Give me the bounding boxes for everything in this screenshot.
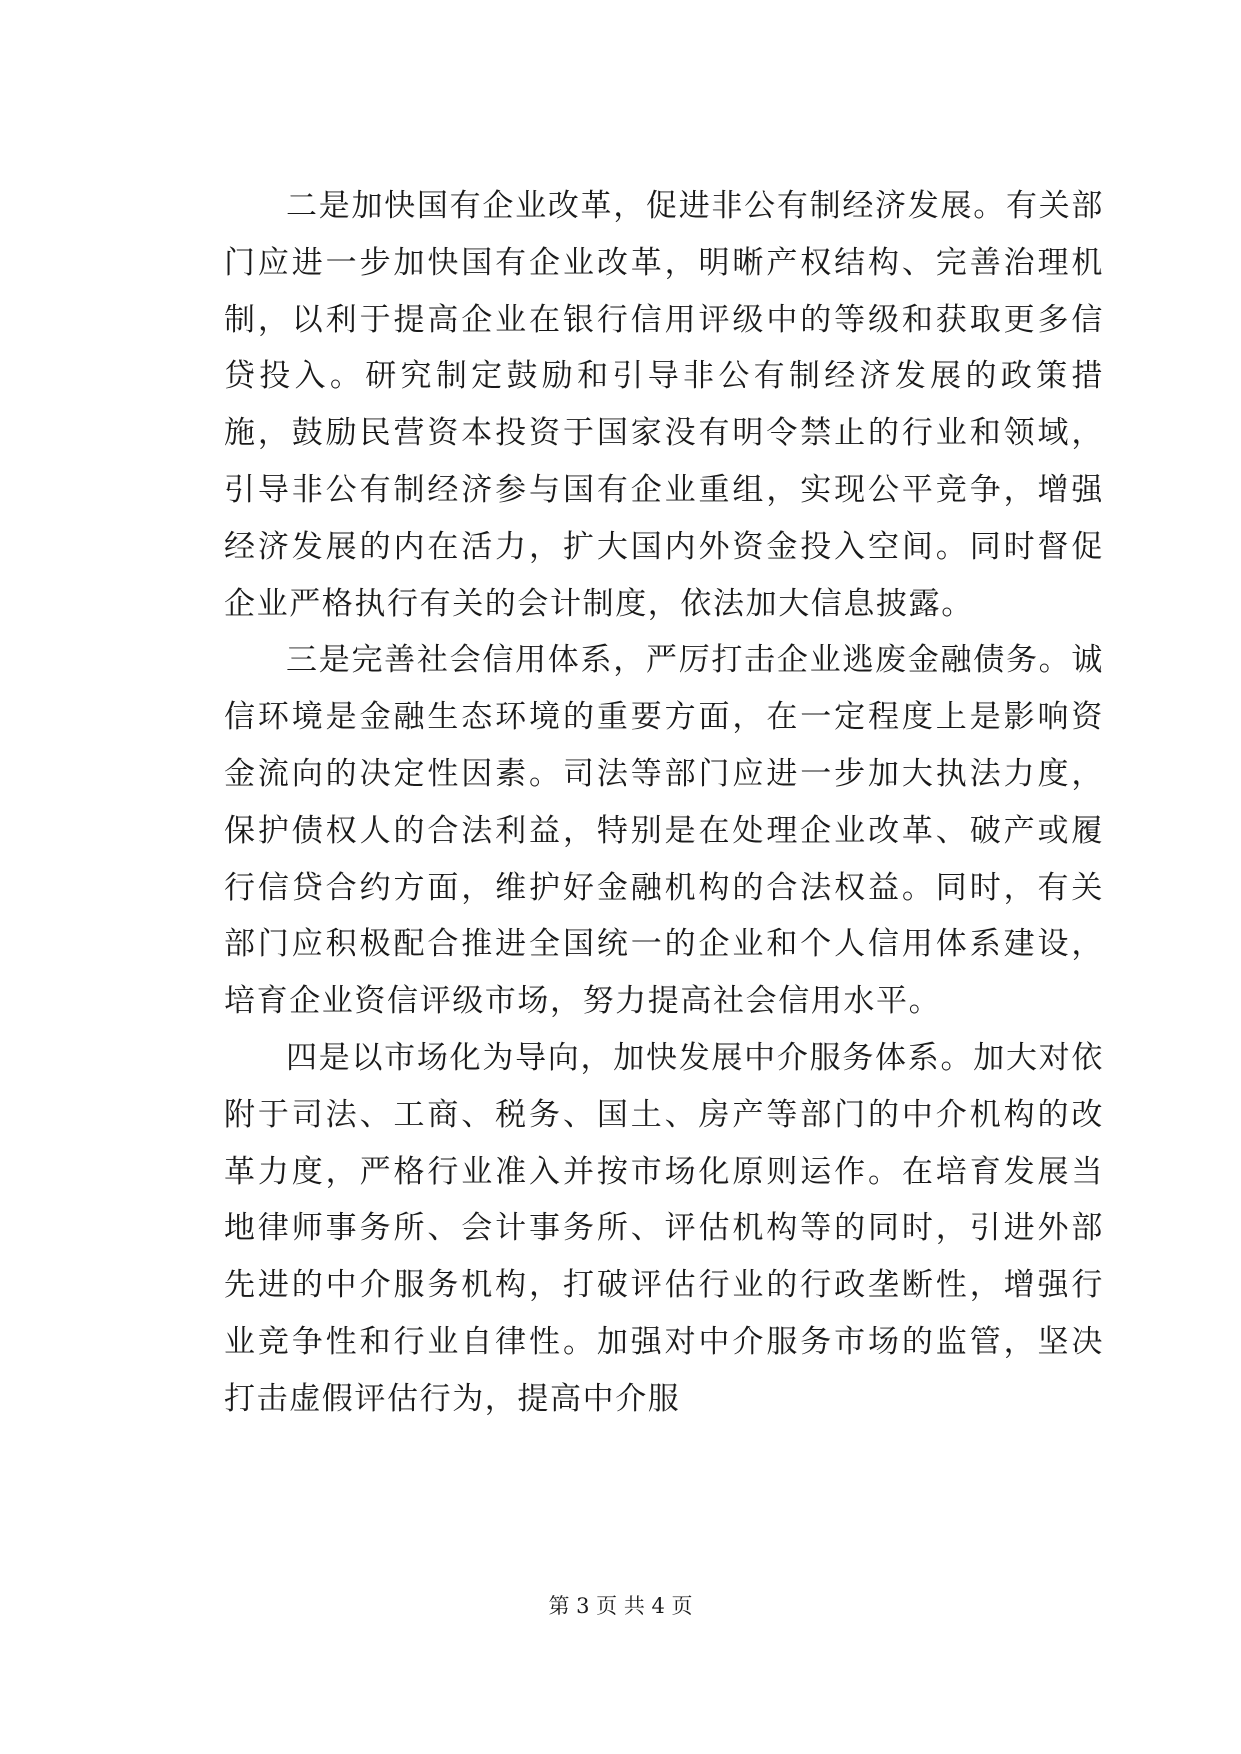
paragraph-2: 二是加快国有企业改革，促进非公有制经济发展。有关部门应进一步加快国有企业改革，明晰产权结构、完善治理机制，以利于提高企业在银行信用评级中的等级和获取更多信贷投入。研究制定鼓励和引导非公有制经济发展的政策措施，鼓励民营资本投资于国家没有明令禁止的行业和领域，引导非公有制经济参与国有企业重组，实现公平竞争，增强经济发展的内在活力，扩大国内外资金投入空间。同时督促企业严格执行有关的会计制度，依法加大信息披露。 — [224, 188, 1104, 622]
page-footer: 第 3 页 共 4 页 — [548, 1594, 693, 1618]
paragraph-3: 三是完善社会信用体系，严厉打击企业逃废金融债务。诚信环境是金融生态环境的重要方面，在一定程度上是影响资金流向的决定性因素。司法等部门应进一步加大执法力度，保护债权人的合法利益，特别是在处理企业改革、破产或履行信贷合约方面，维护好金融机构的合法权益。同时，有关部门应积极配合推进全国统一的企业和个人信用体系建设，培育企业资信评级市场，努力提高社会信用水平。 — [224, 642, 1104, 1020]
document-body — [224, 178, 1104, 1428]
paragraph-4: 四是以市场化为导向，加快发展中介服务体系。加大对依附于司法、工商、税务、国土、房产等部门的中介机构的改革力度，严格行业准入并按市场化原则运作。在培育发展当地律师事务所、会计事务所、评估机构等的同时，引进外部先进的中介服务机构，打破评估行业的行政垄断性，增强行业竞争性和行业自律性。加强对中介服务市场的监管，坚决打击虚假评估行为，提高中介服 — [224, 1039, 1104, 1417]
